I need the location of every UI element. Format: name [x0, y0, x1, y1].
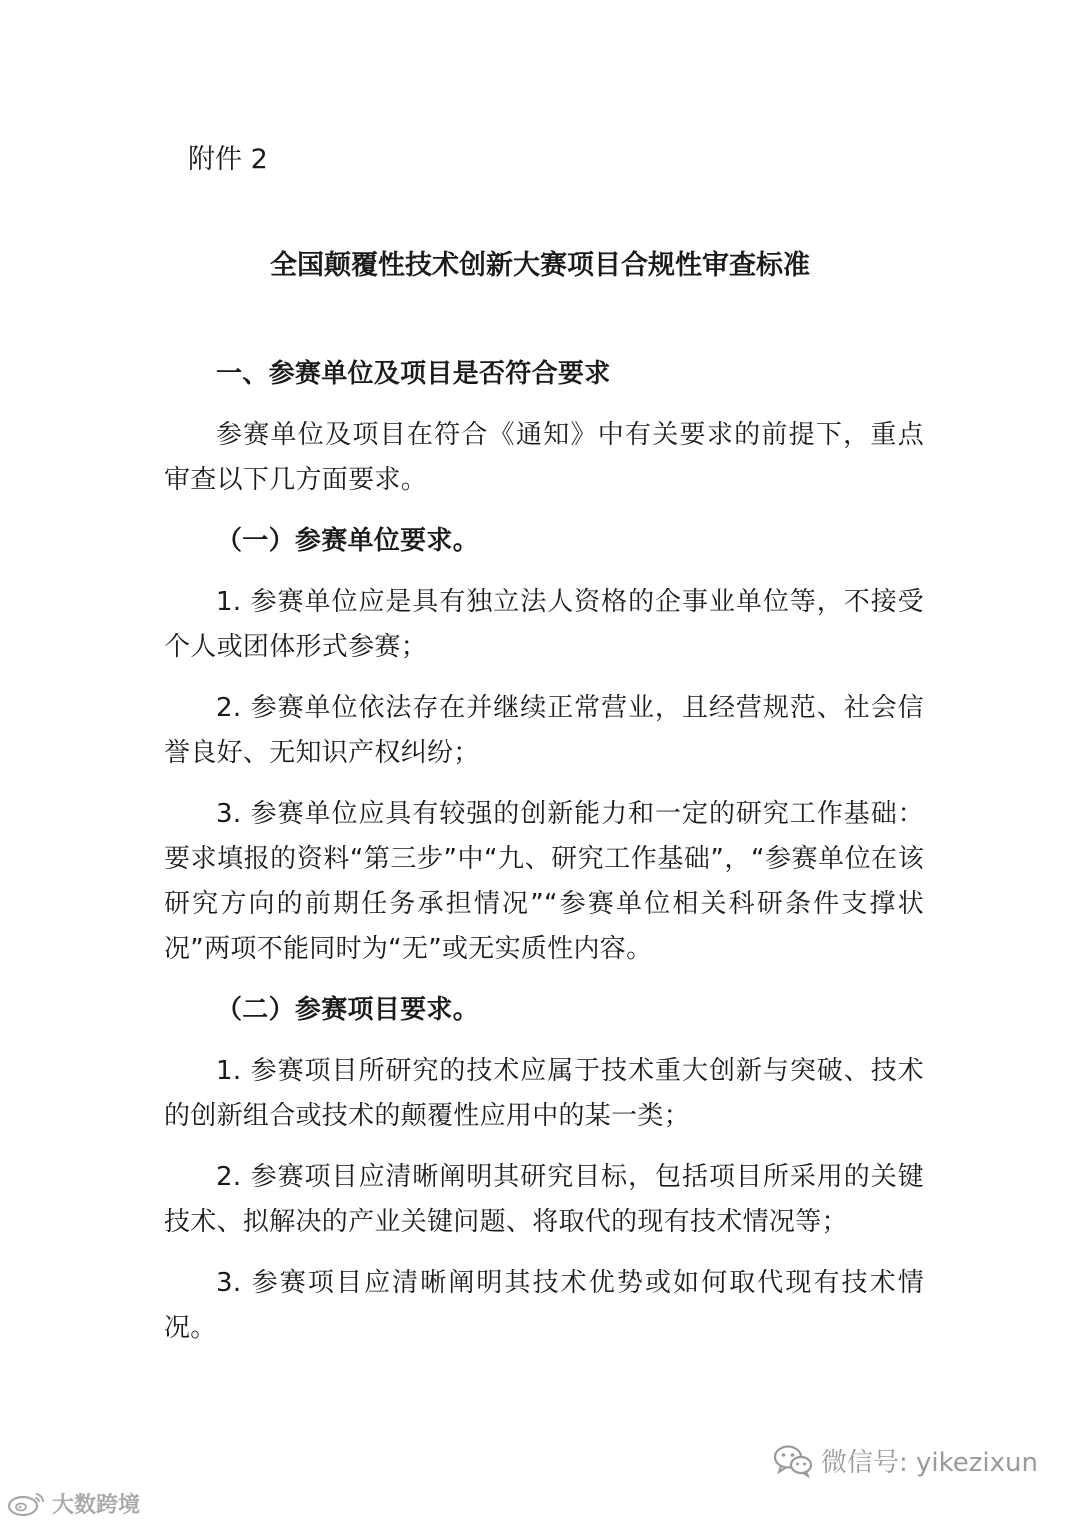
intro-paragraph: 参赛单位及项目在符合《通知》中有关要求的前提下，重点审查以下几方面要求。 — [164, 420, 924, 495]
weibo-icon — [6, 1490, 46, 1518]
document-title: 全国颠覆性技术创新大赛项目合规性审查标准 — [270, 250, 810, 281]
unit-requirement-1: 1. 参赛单位应是具有独立法人资格的企事业单位等，不接受个人或团体形式参赛； — [164, 587, 924, 662]
wechat-icon — [773, 1444, 813, 1478]
project-requirement-2: 2. 参赛项目应清晰阐明其研究目标，包括项目所采用的关键技术、拟解决的产业关键问题、将取代的现有技术情况等； — [164, 1162, 924, 1237]
project-requirement-1: 1. 参赛项目所研究的技术应属于技术重大创新与突破、技术的创新组合或技术的颠覆性应用中的某一类； — [164, 1056, 924, 1131]
wechat-watermark — [773, 1442, 1038, 1479]
weibo-account-text: 大数跨境 — [52, 1493, 141, 1518]
document-body — [164, 352, 924, 1367]
subsection-heading-projects: （二）参赛项目要求。 — [216, 995, 480, 1025]
unit-requirement-3: 3. 参赛单位应具有较强的创新能力和一定的研究工作基础：要求填报的资料“第三步”中“九、研究工作基础”，“参赛单位在该研究方向的前期任务承担情况”“参赛单位相关科研条件支撑状况”两项不能同时为“无”或无实质性内容。 — [164, 799, 924, 964]
project-requirement-3: 3. 参赛项目应清晰阐明其技术优势或如何取代现有技术情况。 — [164, 1268, 924, 1343]
unit-requirement-2: 2. 参赛单位依法存在并继续正常营业，且经营规范、社会信誉良好、无知识产权纠纷； — [164, 693, 924, 768]
weibo-watermark — [6, 1488, 140, 1519]
section-heading: 一、参赛单位及项目是否符合要求 — [216, 359, 611, 389]
wechat-id-text: 微信号: yikezixun — [821, 1448, 1038, 1478]
subsection-heading-units: （一）参赛单位要求。 — [216, 526, 480, 556]
attachment-label: 附件 2 — [188, 144, 268, 175]
